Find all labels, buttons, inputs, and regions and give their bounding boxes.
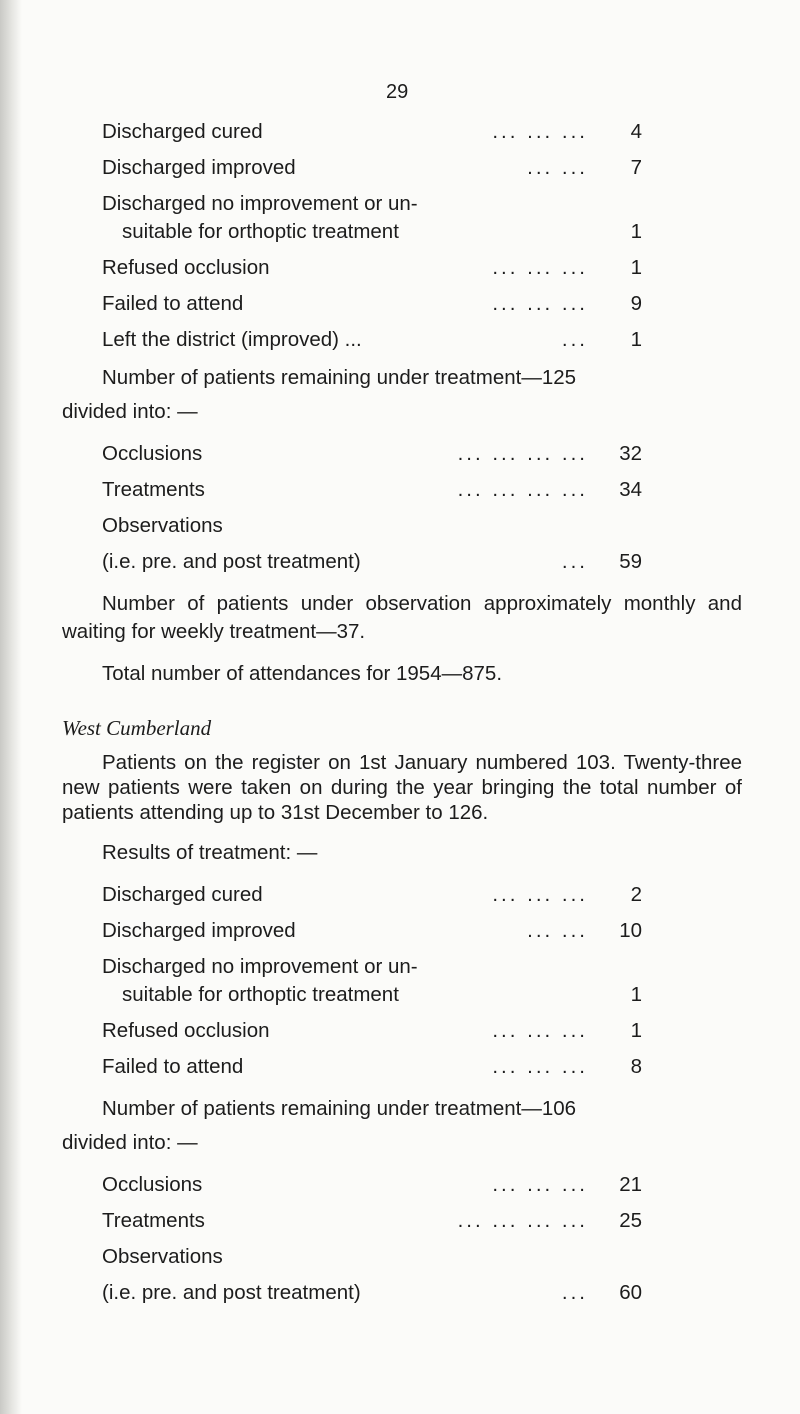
leader-dots: ... — [561, 550, 588, 573]
breakdown-value: 34 — [619, 478, 642, 501]
page-spine-shadow — [0, 0, 22, 1414]
result-row — [102, 290, 642, 318]
result-row — [102, 881, 642, 909]
result-row — [102, 1017, 642, 1045]
result-value: 1 — [630, 220, 642, 243]
leader-dots: ... — [561, 1281, 588, 1304]
result-label: Failed to attend — [102, 292, 244, 315]
divided-into-label: divided into: — — [62, 1131, 198, 1154]
leader-dots: ... ... — [527, 156, 588, 179]
breakdown-label: Occlusions — [102, 1173, 203, 1196]
section-heading: West Cumberland — [62, 716, 212, 740]
leader-dots: ... ... ... ... — [457, 478, 588, 501]
result-label: Discharged improved — [102, 156, 296, 179]
remaining-treatment-text: Number of patients remaining under treatment—125 — [102, 366, 577, 389]
breakdown-value: 21 — [619, 1173, 642, 1196]
observations-note: (i.e. pre. and post treatment) — [102, 1281, 361, 1304]
leader-dots: ... — [561, 328, 588, 351]
result-label: Discharged cured — [102, 883, 263, 906]
result-row — [102, 917, 642, 945]
leader-dots: ... ... ... ... — [457, 442, 588, 465]
leader-dots: ... ... ... — [492, 120, 588, 143]
result-value: 9 — [630, 292, 642, 315]
result-label: Refused occlusion — [102, 256, 270, 279]
remaining-treatment-line — [62, 364, 742, 392]
breakdown-row-observations — [102, 512, 642, 576]
results-label: Results of treatment: — — [102, 841, 318, 864]
leader-dots: ... ... ... — [492, 1173, 588, 1196]
result-row — [102, 1053, 642, 1081]
result-value: 8 — [630, 1055, 642, 1078]
observations-note: (i.e. pre. and post treatment) — [102, 550, 361, 573]
leader-dots: ... ... — [527, 919, 588, 942]
page-number: 29 — [386, 81, 409, 103]
leader-dots: ... ... ... — [492, 1019, 588, 1042]
leader-dots: ... ... ... — [492, 883, 588, 906]
intro-paragraph: Patients on the register on 1st January numbered 103. Twenty-three new patients were taken on during the year bringing the total number of patients attending up to 31st December to 126. — [62, 751, 742, 824]
result-row — [102, 118, 642, 146]
leader-dots: ... ... ... — [492, 256, 588, 279]
result-row-no-improvement — [102, 953, 642, 1009]
document-page — [62, 118, 742, 1307]
result-row — [102, 254, 642, 282]
breakdown-row — [102, 1171, 642, 1199]
breakdown-label: Treatments — [102, 1209, 205, 1232]
observations-value: 59 — [619, 550, 642, 573]
result-label: Left the district (improved) ... — [102, 328, 362, 351]
result-label-line2: suitable for orthoptic treatment — [122, 983, 399, 1006]
leader-dots: ... ... ... ... — [457, 1209, 588, 1232]
breakdown-value: 25 — [619, 1209, 642, 1232]
result-value: 7 — [630, 156, 642, 179]
remaining-treatment-line — [62, 1095, 742, 1123]
result-row — [102, 154, 642, 182]
result-value: 10 — [619, 919, 642, 942]
observations-value: 60 — [619, 1281, 642, 1304]
observations-label: Observations — [102, 514, 223, 537]
observation-paragraph: Number of patients under observation approximately monthly and waiting for weekly treatment—37. — [62, 592, 742, 643]
result-value: 4 — [630, 120, 642, 143]
breakdown-label: Occlusions — [102, 442, 203, 465]
result-label: Discharged improved — [102, 919, 296, 942]
breakdown-row — [102, 1207, 642, 1235]
leader-dots: ... ... ... — [492, 292, 588, 315]
result-label-line1: Discharged no improvement or un- — [102, 955, 418, 978]
divided-into-label: divided into: — — [62, 400, 198, 423]
breakdown-value: 32 — [619, 442, 642, 465]
result-label: Discharged cured — [102, 120, 263, 143]
result-value: 1 — [630, 983, 642, 1006]
result-row — [102, 326, 642, 354]
result-value: 2 — [630, 883, 642, 906]
result-label-line1: Discharged no improvement or un- — [102, 192, 418, 215]
result-value: 1 — [630, 1019, 642, 1042]
leader-dots: ... ... ... — [492, 1055, 588, 1078]
breakdown-label: Treatments — [102, 478, 205, 501]
result-label-line2: suitable for orthoptic treatment — [122, 220, 399, 243]
attendances-paragraph: Total number of attendances for 1954—875. — [102, 662, 503, 685]
breakdown-row — [102, 440, 642, 468]
breakdown-row — [102, 476, 642, 504]
remaining-treatment-text: Number of patients remaining under treatment—106 — [102, 1097, 577, 1120]
result-value: 1 — [630, 328, 642, 351]
result-row-no-improvement — [102, 190, 642, 246]
result-label: Failed to attend — [102, 1055, 244, 1078]
result-value: 1 — [630, 256, 642, 279]
result-label: Refused occlusion — [102, 1019, 270, 1042]
observations-label: Observations — [102, 1245, 223, 1268]
breakdown-row-observations — [102, 1243, 642, 1307]
